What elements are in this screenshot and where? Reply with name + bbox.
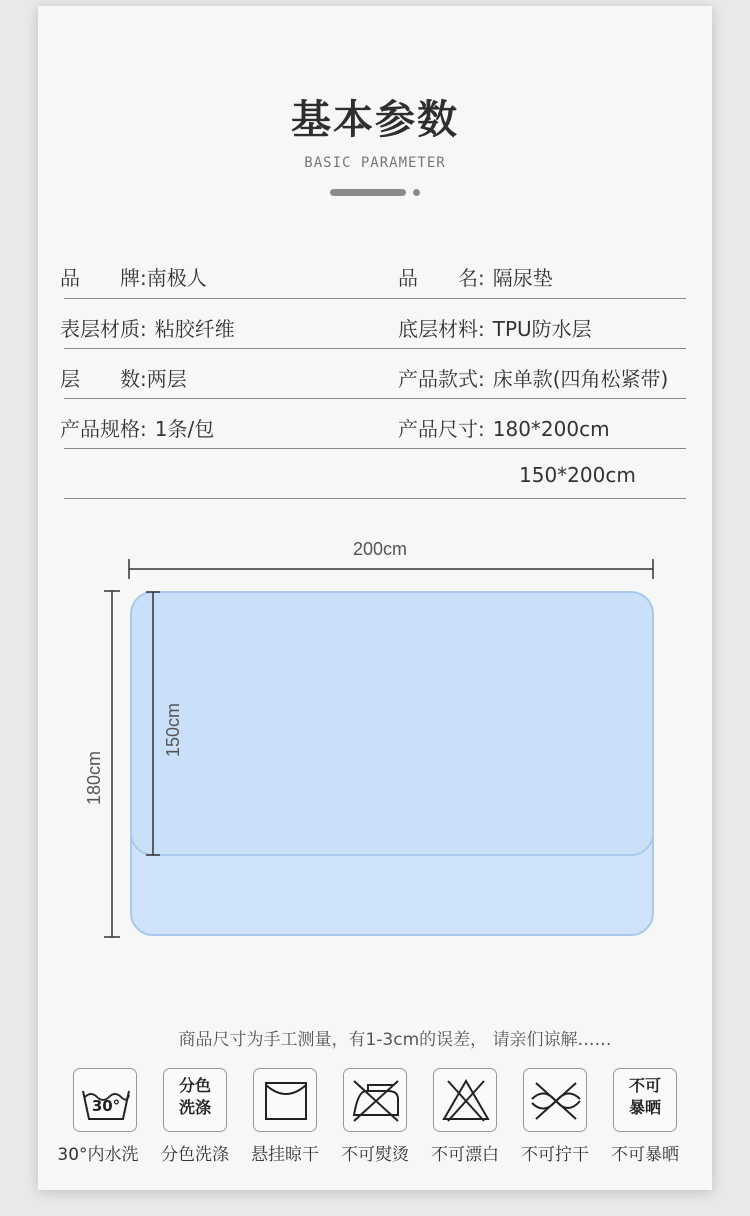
param-style bbox=[398, 363, 668, 392]
hang-dry-icon bbox=[253, 1068, 317, 1132]
care-label: 分色洗涤 bbox=[161, 1145, 229, 1165]
param-label: 产品尺寸: bbox=[398, 417, 485, 441]
param-value: 180*200cm bbox=[492, 417, 610, 441]
param-layers bbox=[60, 363, 187, 392]
param-label: 层 数: bbox=[60, 367, 147, 391]
care-badge: 不可 暴晒 bbox=[628, 1076, 661, 1117]
care-label: 30°内水洗 bbox=[57, 1145, 139, 1165]
no-wring-icon bbox=[523, 1068, 587, 1132]
param-value: 床单款(四角松紧带) bbox=[492, 367, 669, 391]
param-value: 粘胶纤维 bbox=[154, 317, 235, 341]
divider bbox=[64, 348, 686, 349]
param-label: 品 牌: bbox=[60, 266, 147, 290]
care-badge: 分色 洗涤 bbox=[178, 1076, 211, 1117]
title-dot bbox=[413, 189, 420, 196]
divider bbox=[64, 398, 686, 399]
param-value: 150*200cm bbox=[519, 463, 636, 487]
param-surface bbox=[60, 313, 235, 342]
wash-30-icon bbox=[73, 1068, 137, 1132]
param-label: 品 名: bbox=[398, 266, 485, 290]
param-size-2 bbox=[519, 463, 636, 487]
width-dimension bbox=[129, 559, 653, 579]
param-value: 两层 bbox=[146, 367, 187, 391]
no-bleach-icon bbox=[433, 1068, 497, 1132]
no-sun-icon bbox=[613, 1068, 677, 1132]
param-label: 底层材料: bbox=[398, 317, 485, 341]
param-brand bbox=[60, 262, 207, 291]
param-name bbox=[398, 262, 553, 291]
param-value: 隔尿垫 bbox=[492, 266, 553, 290]
divider bbox=[64, 298, 686, 299]
divider bbox=[64, 448, 686, 449]
height-small-label: 150cm bbox=[163, 702, 183, 758]
param-size bbox=[398, 413, 610, 442]
page-title: 基本参数 bbox=[291, 97, 459, 143]
param-value: 1条/包 bbox=[154, 417, 215, 441]
width-label: 200cm bbox=[352, 539, 408, 559]
title-underline bbox=[330, 189, 406, 196]
size-diagram bbox=[0, 530, 750, 950]
param-label: 产品规格: bbox=[60, 417, 147, 441]
measurement-note: 商品尺寸为手工测量，有1-3cm的误差， 请亲们谅解…… bbox=[178, 1030, 612, 1050]
care-label: 不可暴晒 bbox=[611, 1145, 679, 1165]
care-label: 不可漂白 bbox=[431, 1145, 499, 1165]
param-spec bbox=[60, 413, 214, 442]
separate-wash-icon bbox=[163, 1068, 227, 1132]
param-value: 南极人 bbox=[146, 266, 207, 290]
param-value: TPU防水层 bbox=[492, 317, 592, 341]
pad-small-shape bbox=[131, 592, 653, 855]
care-label: 悬挂晾干 bbox=[251, 1145, 319, 1165]
height-large-dimension bbox=[104, 591, 120, 937]
param-label: 产品款式: bbox=[398, 367, 485, 391]
no-iron-icon bbox=[343, 1068, 407, 1132]
param-label: 表层材质: bbox=[60, 317, 147, 341]
divider bbox=[64, 498, 686, 499]
care-label: 不可熨烫 bbox=[341, 1145, 409, 1165]
page-subtitle: BASIC PARAMETER bbox=[304, 155, 446, 171]
param-bottom bbox=[398, 313, 592, 342]
care-badge: 30° bbox=[91, 1097, 121, 1115]
height-large-label: 180cm bbox=[84, 750, 104, 806]
care-label: 不可拧干 bbox=[521, 1145, 589, 1165]
